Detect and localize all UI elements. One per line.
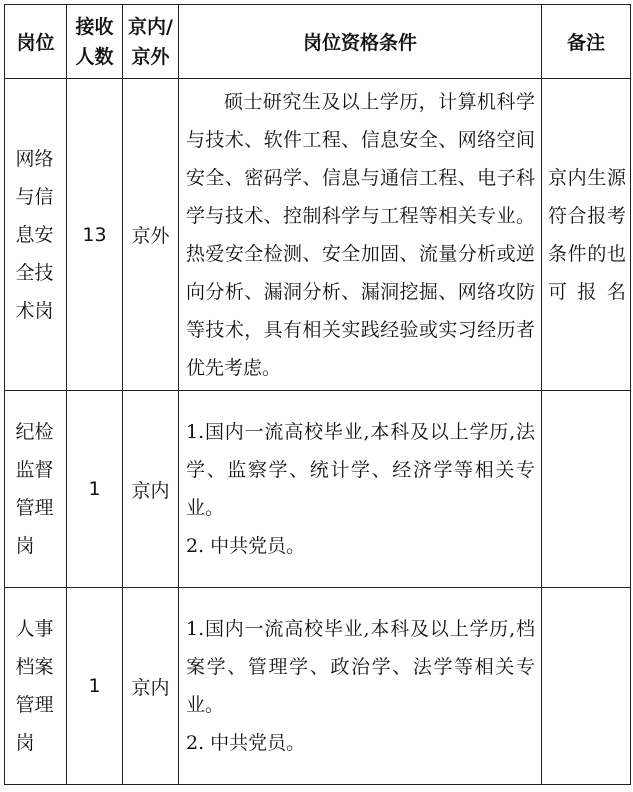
requirements-cell xyxy=(179,79,542,391)
recruitment-table xyxy=(4,4,631,785)
header-location xyxy=(123,5,179,79)
position-name: 网络与信息安全技术岗 xyxy=(15,147,54,322)
table-row xyxy=(5,79,631,391)
header-count-line2: 人数 xyxy=(75,45,114,68)
header-position: 岗位 xyxy=(5,5,67,79)
table-row xyxy=(5,391,631,588)
count-cell: 13 xyxy=(67,79,123,391)
requirement-item: 1.国内一流高校毕业,本科及以上学历,法学、监察学、统计学、经济学等相关专业。 xyxy=(186,421,535,519)
remarks-cell xyxy=(542,588,631,785)
location-cell: 京内 xyxy=(123,391,179,588)
requirement-item: 1.国内一流高校毕业,本科及以上学历,档案学、管理学、政治学、法学等相关专业。 xyxy=(186,618,535,716)
header-remarks: 备注 xyxy=(542,5,631,79)
requirement-item: 2. 中共党员。 xyxy=(186,535,306,557)
requirements-cell xyxy=(179,391,542,588)
header-requirements: 岗位资格条件 xyxy=(179,5,542,79)
position-cell xyxy=(5,588,67,785)
header-count-line1: 接收 xyxy=(75,15,114,38)
position-name: 纪检监督管理岗 xyxy=(15,421,54,557)
count-cell: 1 xyxy=(67,588,123,785)
count-cell: 1 xyxy=(67,391,123,588)
location-cell: 京外 xyxy=(123,79,179,391)
remarks-cell: 京内生源符合报考条件的也可报名 xyxy=(542,79,631,391)
remarks-cell xyxy=(542,391,631,588)
requirements-cell xyxy=(179,588,542,785)
position-name: 人事档案管理岗 xyxy=(15,618,54,754)
table-row xyxy=(5,588,631,785)
location-cell: 京内 xyxy=(123,588,179,785)
position-cell xyxy=(5,391,67,588)
requirement-text: 硕士研究生及以上学历，计算机科学与技术、软件工程、信息安全、网络空间安全、密码学、信息与通信工程、电子科学与技术、控制科学与工程等相关专业。热爱安全检测、安全加固、流量分析或逆向分析、漏洞分析、漏洞挖掘、网络攻防等技术，具有相关实践经验或实习经历者优先考虑。 xyxy=(186,90,535,379)
header-count xyxy=(67,5,123,79)
header-location-line1: 京内/ xyxy=(128,15,173,38)
requirement-item: 2. 中共党员。 xyxy=(186,732,306,754)
header-row xyxy=(5,5,631,79)
position-cell xyxy=(5,79,67,391)
header-location-line2: 京外 xyxy=(131,45,170,68)
